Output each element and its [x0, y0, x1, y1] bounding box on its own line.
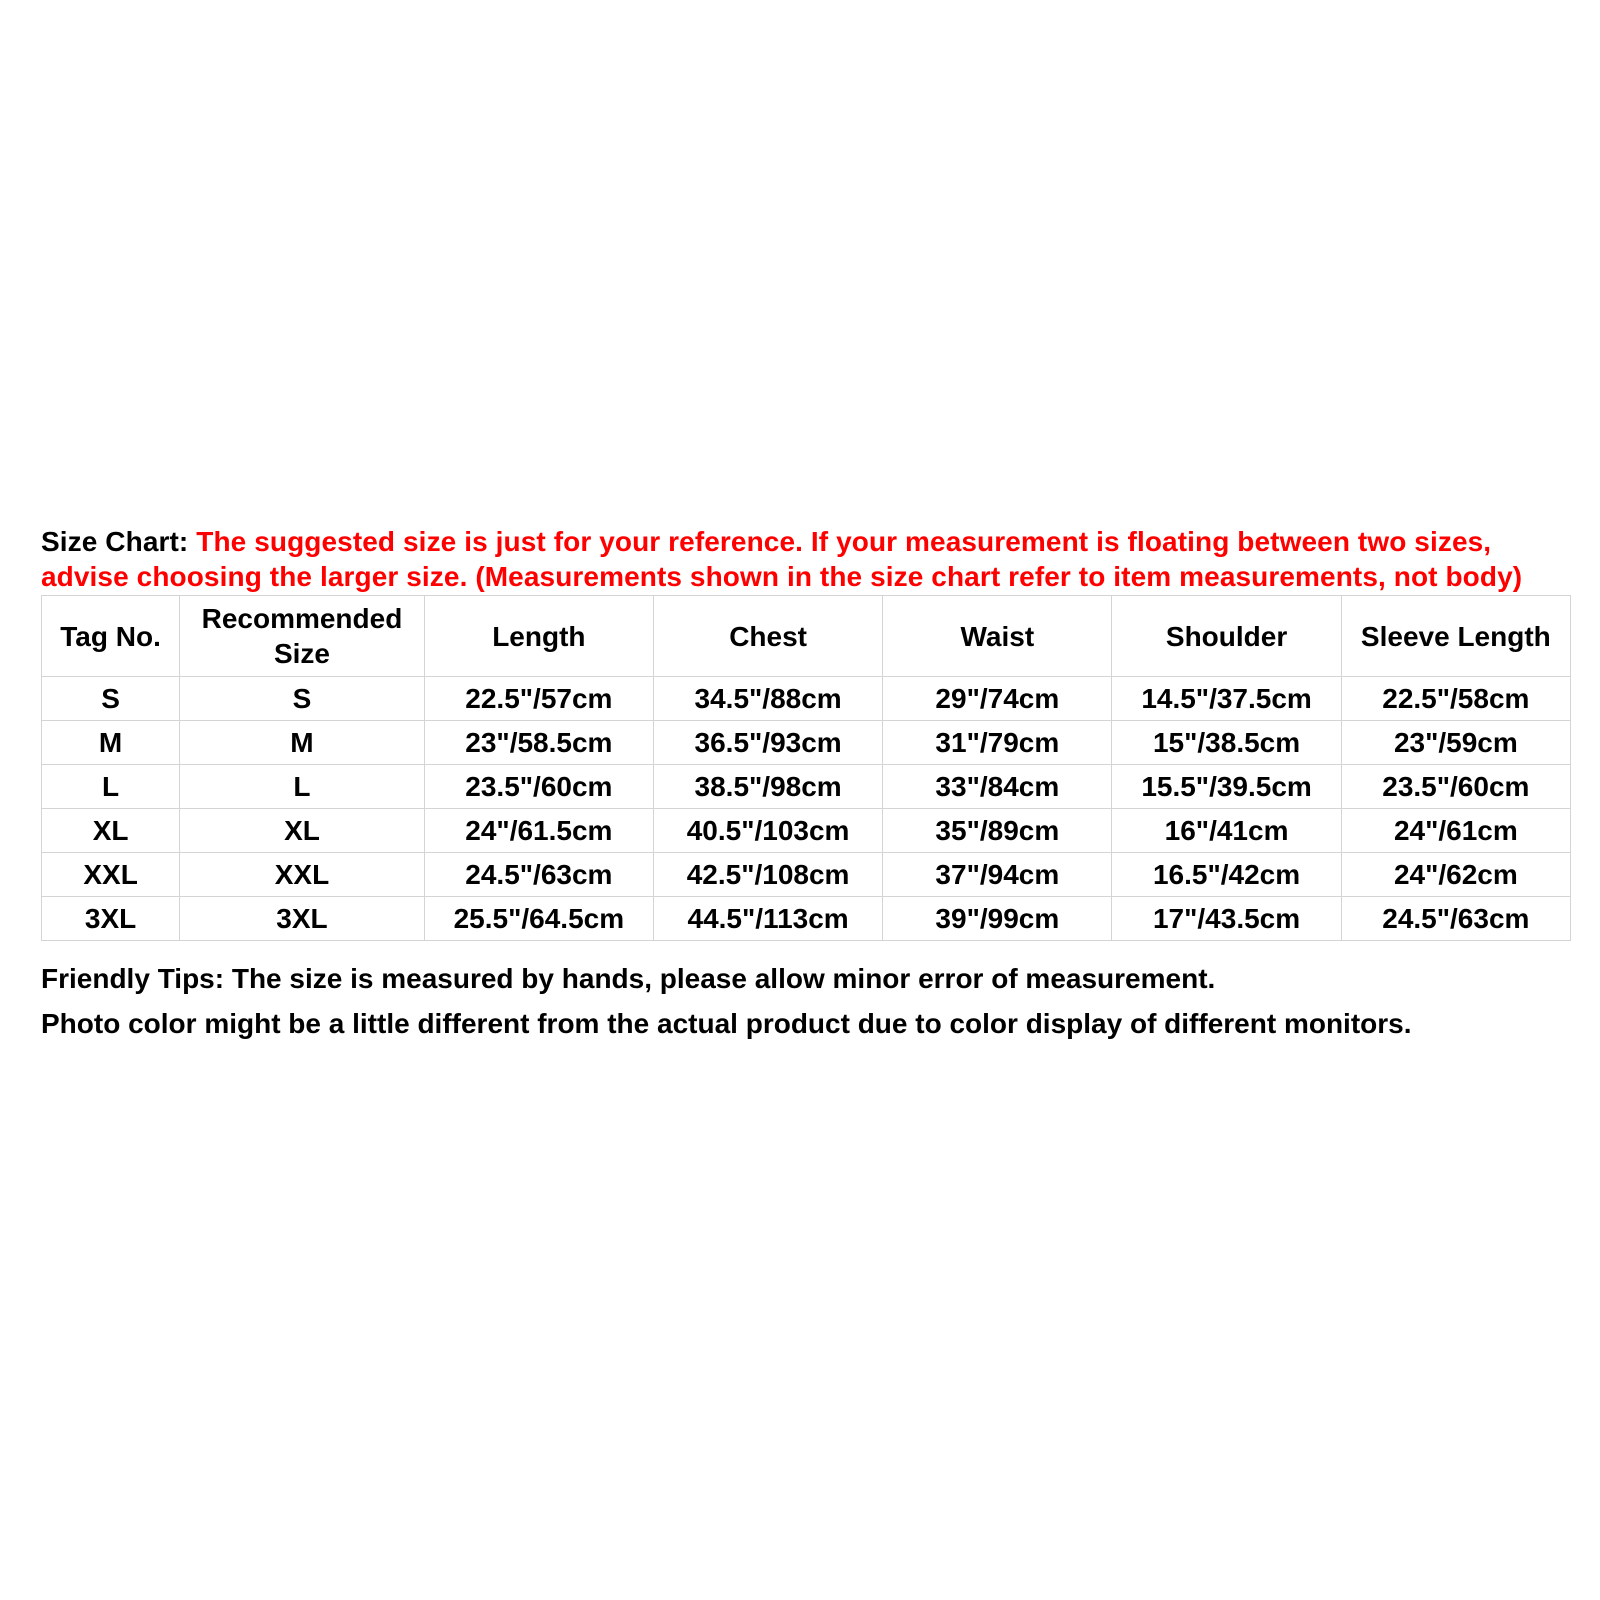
- header-sleeve-length: Sleeve Length: [1341, 596, 1570, 677]
- table-row: [42, 721, 1571, 765]
- size-chart-sheet: [41, 524, 1571, 1046]
- cell-length: 24.5"/63cm: [424, 853, 653, 897]
- header-shoulder: Shoulder: [1112, 596, 1341, 677]
- size-table: [41, 595, 1571, 941]
- table-row: [42, 897, 1571, 941]
- cell-recommended-size: XL: [180, 809, 425, 853]
- cell-recommended-size: 3XL: [180, 897, 425, 941]
- cell-sleeve-length: 24.5"/63cm: [1341, 897, 1570, 941]
- cell-chest: 38.5"/98cm: [653, 765, 882, 809]
- cell-shoulder: 15.5"/39.5cm: [1112, 765, 1341, 809]
- cell-tag-no: XXL: [42, 853, 180, 897]
- table-header-row: [42, 596, 1571, 677]
- table-row: [42, 677, 1571, 721]
- cell-sleeve-length: 24"/61cm: [1341, 809, 1570, 853]
- cell-shoulder: 15"/38.5cm: [1112, 721, 1341, 765]
- tips-line-color: Photo color might be a little different from the actual product due to color display of different monitors.: [41, 1008, 1412, 1039]
- header-recommended-size: Recommended Size: [180, 596, 425, 677]
- cell-waist: 33"/84cm: [883, 765, 1112, 809]
- cell-waist: 29"/74cm: [883, 677, 1112, 721]
- cell-sleeve-length: 22.5"/58cm: [1341, 677, 1570, 721]
- cell-recommended-size: M: [180, 721, 425, 765]
- cell-length: 24"/61.5cm: [424, 809, 653, 853]
- cell-tag-no: M: [42, 721, 180, 765]
- tips-line-measurement: Friendly Tips: The size is measured by hands, please allow minor error of measurement.: [41, 963, 1216, 994]
- cell-recommended-size: XXL: [180, 853, 425, 897]
- cell-waist: 35"/89cm: [883, 809, 1112, 853]
- cell-shoulder: 14.5"/37.5cm: [1112, 677, 1341, 721]
- cell-chest: 36.5"/93cm: [653, 721, 882, 765]
- cell-length: 23.5"/60cm: [424, 765, 653, 809]
- cell-recommended-size: L: [180, 765, 425, 809]
- cell-shoulder: 16.5"/42cm: [1112, 853, 1341, 897]
- header-length: Length: [424, 596, 653, 677]
- header-chest: Chest: [653, 596, 882, 677]
- header-waist: Waist: [883, 596, 1112, 677]
- cell-shoulder: 16"/41cm: [1112, 809, 1341, 853]
- table-row: [42, 765, 1571, 809]
- cell-waist: 37"/94cm: [883, 853, 1112, 897]
- cell-chest: 34.5"/88cm: [653, 677, 882, 721]
- cell-shoulder: 17"/43.5cm: [1112, 897, 1341, 941]
- cell-length: 23"/58.5cm: [424, 721, 653, 765]
- cell-length: 22.5"/57cm: [424, 677, 653, 721]
- cell-waist: 39"/99cm: [883, 897, 1112, 941]
- size-chart-note: The suggested size is just for your reference. If your measurement is floating between two sizes, advise choosing the larger size. (Measurements shown in the size chart refer to item measurements, not body): [41, 526, 1523, 592]
- cell-tag-no: 3XL: [42, 897, 180, 941]
- cell-sleeve-length: 23.5"/60cm: [1341, 765, 1570, 809]
- cell-recommended-size: S: [180, 677, 425, 721]
- cell-chest: 42.5"/108cm: [653, 853, 882, 897]
- cell-sleeve-length: 23"/59cm: [1341, 721, 1570, 765]
- table-row: [42, 853, 1571, 897]
- cell-chest: 40.5"/103cm: [653, 809, 882, 853]
- cell-chest: 44.5"/113cm: [653, 897, 882, 941]
- cell-tag-no: L: [42, 765, 180, 809]
- size-chart-label: Size Chart:: [41, 526, 189, 557]
- cell-length: 25.5"/64.5cm: [424, 897, 653, 941]
- header-tag-no: Tag No.: [42, 596, 180, 677]
- size-chart-intro: [41, 524, 1571, 594]
- cell-tag-no: S: [42, 677, 180, 721]
- table-row: [42, 809, 1571, 853]
- cell-waist: 31"/79cm: [883, 721, 1112, 765]
- cell-tag-no: XL: [42, 809, 180, 853]
- cell-sleeve-length: 24"/62cm: [1341, 853, 1570, 897]
- friendly-tips: [41, 956, 1571, 1046]
